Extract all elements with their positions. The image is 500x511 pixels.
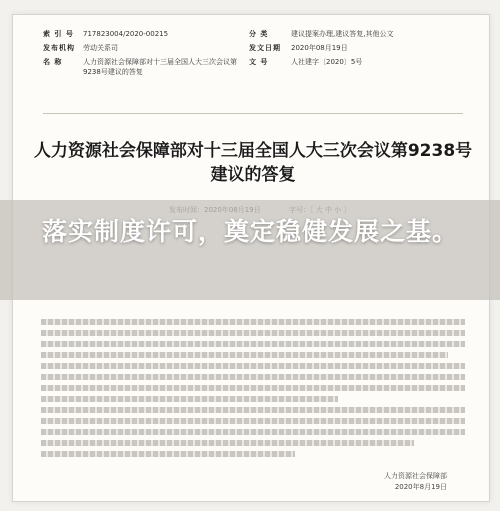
date-value: 2020年08月19日 [291, 44, 348, 52]
meta-row-index [43, 29, 463, 43]
index-key: 索 引 号 [43, 30, 74, 38]
body-line [41, 451, 295, 457]
document-body [41, 319, 465, 462]
signature-block [384, 471, 447, 493]
body-line [41, 330, 465, 336]
category-value: 建议提案办理,建议答复,其他公文 [291, 30, 394, 38]
body-line [41, 319, 465, 325]
meta-row-name [43, 57, 463, 79]
body-line [41, 396, 338, 402]
name-value: 人力资源社会保障部对十三届全国人大三次会议第9238号建议的答复 [83, 58, 237, 76]
index-value: 717823004/2020-00215 [83, 30, 169, 38]
date-key: 发文日期 [249, 44, 281, 52]
body-line [41, 363, 465, 369]
body-line [41, 374, 465, 380]
body-line [41, 341, 465, 347]
body-line [41, 352, 448, 358]
body-line [41, 429, 465, 435]
category-key: 分 类 [249, 30, 269, 38]
name-key: 名 称 [43, 58, 63, 66]
document-metadata [43, 29, 463, 79]
docno-value: 人社建字〔2020〕5号 [291, 58, 363, 66]
signature-org: 人力资源社会保障部 [384, 472, 447, 480]
meta-row-issuer [43, 43, 463, 57]
body-line [41, 407, 465, 413]
document-title: 人力资源社会保障部对十三届全国人大三次会议第9238号建议的答复 [33, 141, 473, 185]
signature-date: 2020年8月19日 [394, 483, 447, 491]
body-line [41, 385, 465, 391]
overlay-headline: 落实制度许可，奠定稳健发展之基。 [41, 217, 458, 246]
divider [43, 113, 463, 114]
body-line [41, 418, 465, 424]
docno-key: 文 号 [249, 58, 269, 66]
body-line [41, 440, 414, 446]
issuer-value: 劳动关系司 [83, 44, 118, 52]
issuer-key: 发布机构 [43, 44, 75, 52]
